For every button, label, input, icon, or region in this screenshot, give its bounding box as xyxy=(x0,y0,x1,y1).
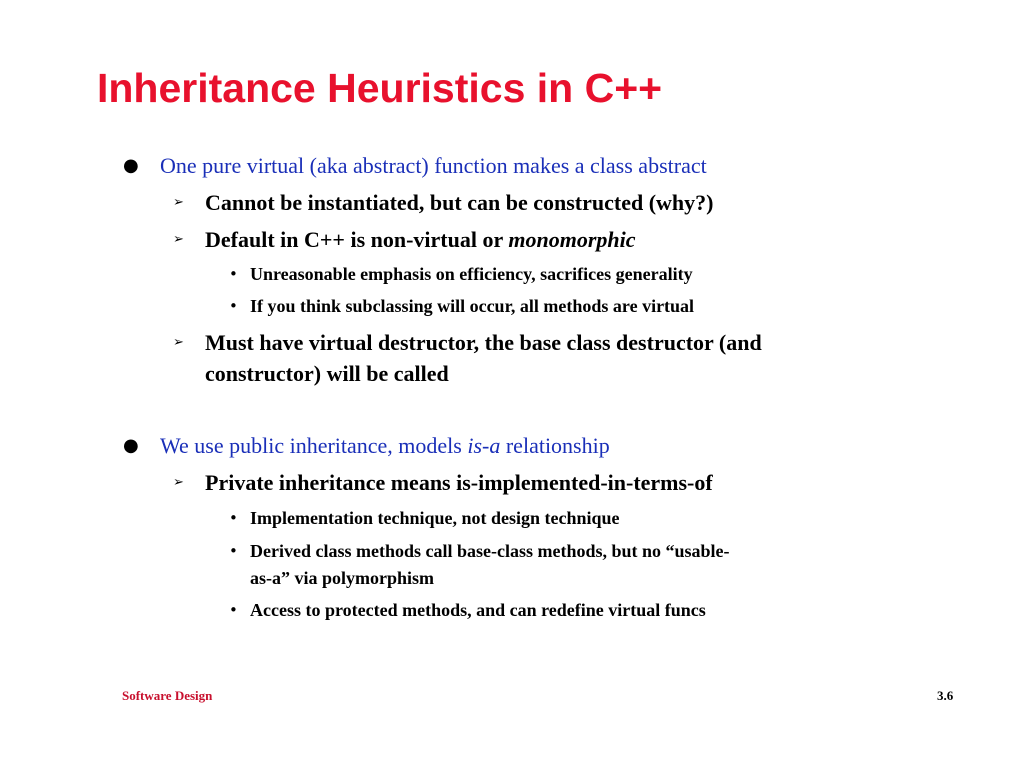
point-unreasonable-emphasis: Unreasonable emphasis on efficiency, sacrifices generality xyxy=(250,264,693,284)
subbullet-private-inheritance: Private inheritance means is-implemented-in-terms-of xyxy=(205,470,713,495)
bullet-is-a-italic: is-a xyxy=(467,433,501,458)
point-protected-methods: Access to protected methods, and can redefine virtual funcs xyxy=(250,600,706,620)
bullet-public-inheritance-text: We use public inheritance, models xyxy=(160,433,468,458)
point-subclassing-virtual: If you think subclassing will occur, all methods are virtual xyxy=(250,296,695,316)
arrow-bullet-icon: ➢ xyxy=(173,232,184,247)
point-derived-methods-line2: as-a” via polymorphism xyxy=(250,568,435,588)
small-bullet-icon: • xyxy=(229,601,238,619)
point-derived-methods-line1: Derived class methods call base-class methods, but no “usable- xyxy=(250,541,730,561)
subbullet-cannot-instantiate: Cannot be instantiated, but can be constructed (why?) xyxy=(205,190,714,215)
bullet-dot-icon: ● xyxy=(123,155,139,176)
footer-course-title: Software Design xyxy=(122,688,213,703)
subbullet-monomorphic-italic: monomorphic xyxy=(508,227,636,252)
bullet-relationship-text: relationship xyxy=(500,433,610,458)
small-bullet-icon: • xyxy=(229,265,238,283)
subbullet-virtual-destructor-line1: Must have virtual destructor, the base class destructor (and xyxy=(205,330,762,355)
slide-title: Inheritance Heuristics in C++ xyxy=(97,65,663,111)
subbullet-default-text: Default in C++ is non-virtual or xyxy=(205,227,509,252)
point-implementation-technique: Implementation technique, not design technique xyxy=(250,508,620,528)
bullet-dot-icon: ● xyxy=(123,435,139,456)
small-bullet-icon: • xyxy=(229,297,238,315)
bullet-public-inheritance xyxy=(160,432,610,460)
subbullet-default-nonvirtual xyxy=(205,224,636,255)
small-bullet-icon: • xyxy=(229,509,238,527)
arrow-bullet-icon: ➢ xyxy=(173,335,184,350)
bullet-abstract-class: One pure virtual (aka abstract) function makes a class abstract xyxy=(160,153,707,178)
footer-slide-number: 3.6 xyxy=(937,688,954,703)
arrow-bullet-icon: ➢ xyxy=(173,475,184,490)
small-bullet-icon: • xyxy=(229,542,238,560)
arrow-bullet-icon: ➢ xyxy=(173,195,184,210)
subbullet-virtual-destructor-line2: constructor) will be called xyxy=(205,361,449,386)
